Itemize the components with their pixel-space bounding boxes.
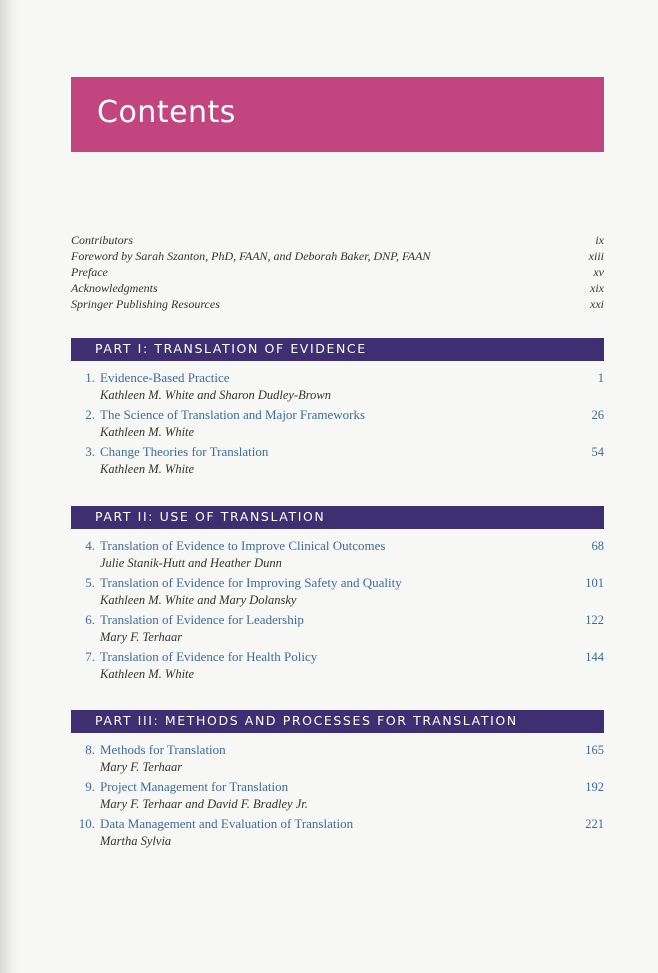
chapter-title-link[interactable]: Translation of Evidence for Leadership: [100, 612, 304, 627]
chapter-title-link[interactable]: The Science of Translation and Major Frameworks: [100, 407, 366, 422]
front-matter-page: ix: [595, 233, 604, 247]
front-matter-label: Foreword by Sarah Szanton, PhD, FAAN, and Deborah Baker, DNP, FAAN: [71, 249, 431, 263]
chapter-page: 221: [585, 817, 604, 831]
chapter-number: 3.: [85, 444, 95, 459]
chapter-authors: Kathleen M. White and Sharon Dudley-Brown: [100, 388, 331, 402]
chapter-page: 144: [585, 650, 604, 664]
chapter-authors: Martha Sylvia: [100, 834, 172, 848]
contents-title-banner: [71, 77, 604, 152]
front-matter-page: xv: [593, 265, 604, 279]
front-matter-label: Preface: [71, 265, 108, 279]
front-matter-page: xix: [590, 281, 604, 295]
part-3-title: PART III: METHODS AND PROCESSES FOR TRANSLATION: [95, 713, 518, 728]
front-matter-item[interactable]: [71, 248, 604, 264]
chapter-page: 165: [585, 743, 604, 757]
part-1-chapters: [71, 369, 604, 480]
part-2-header: [71, 506, 604, 529]
chapter-number: 7.: [85, 649, 95, 664]
chapter-title-link[interactable]: Change Theories for Translation: [100, 444, 269, 459]
chapter-authors: Kathleen M. White: [100, 462, 195, 476]
chapter-authors: Mary F. Terhaar: [100, 630, 183, 644]
front-matter-page: xxi: [590, 297, 604, 311]
front-matter-item[interactable]: [71, 280, 604, 296]
chapter-number: 1.: [85, 370, 95, 385]
chapter-number: 4.: [85, 538, 95, 553]
chapter-title-link[interactable]: Translation of Evidence for Improving Safety and Quality: [100, 575, 402, 590]
chapter-number: 8.: [85, 742, 95, 757]
chapter-9[interactable]: [71, 778, 604, 815]
chapter-authors: Julie Stanik-Hutt and Heather Dunn: [100, 556, 282, 570]
chapter-title-link[interactable]: Project Management for Translation: [100, 779, 289, 794]
chapter-8[interactable]: [71, 741, 604, 778]
chapter-6[interactable]: [71, 611, 604, 648]
chapter-title-link[interactable]: Data Management and Evaluation of Translation: [100, 816, 354, 831]
chapter-title-link[interactable]: Methods for Translation: [100, 742, 226, 757]
chapter-number: 6.: [85, 612, 95, 627]
chapter-number: 2.: [85, 407, 95, 422]
front-matter-item[interactable]: [71, 296, 604, 312]
front-matter-item[interactable]: [71, 232, 604, 248]
chapter-page: 122: [585, 613, 604, 627]
chapter-page: 26: [591, 408, 604, 422]
chapter-page: 68: [591, 539, 604, 553]
chapter-authors: Kathleen M. White: [100, 667, 195, 681]
chapter-4[interactable]: [71, 537, 604, 574]
chapter-authors: Mary F. Terhaar: [100, 760, 183, 774]
chapter-3[interactable]: [71, 443, 604, 480]
part-2-chapters: [71, 537, 604, 685]
part-1-title: PART I: TRANSLATION OF EVIDENCE: [95, 341, 367, 356]
chapter-5[interactable]: [71, 574, 604, 611]
page-title: Contents: [97, 95, 236, 130]
chapter-authors: Mary F. Terhaar and David F. Bradley Jr.: [100, 797, 308, 811]
chapter-number: 5.: [85, 575, 95, 590]
chapter-page: 192: [585, 780, 604, 794]
part-1-header: [71, 338, 604, 361]
part-3-header: [71, 710, 604, 733]
chapter-page: 101: [585, 576, 604, 590]
chapter-10[interactable]: [71, 815, 604, 852]
chapter-page: 54: [591, 445, 604, 459]
chapter-number: 10.: [78, 816, 95, 831]
part-2-title: PART II: USE OF TRANSLATION: [95, 509, 326, 524]
chapter-title-link[interactable]: Translation of Evidence to Improve Clinical Outcomes: [100, 538, 386, 553]
page-edge-shadow: [0, 0, 22, 973]
front-matter-label: Acknowledgments: [71, 281, 158, 295]
front-matter-list: [71, 232, 604, 312]
front-matter-page: xiii: [588, 249, 604, 263]
front-matter-item[interactable]: [71, 264, 604, 280]
chapter-page: 1: [597, 371, 604, 385]
chapter-2[interactable]: [71, 406, 604, 443]
part-3-chapters: [71, 741, 604, 852]
chapter-number: 9.: [85, 779, 95, 794]
front-matter-label: Contributors: [71, 233, 134, 247]
chapter-authors: Kathleen M. White and Mary Dolansky: [100, 593, 297, 607]
front-matter-label: Springer Publishing Resources: [71, 297, 220, 311]
chapter-7[interactable]: [71, 648, 604, 685]
chapter-title-link[interactable]: Translation of Evidence for Health Policy: [100, 649, 318, 664]
chapter-title-link[interactable]: Evidence-Based Practice: [100, 370, 230, 385]
chapter-1[interactable]: [71, 369, 604, 406]
chapter-authors: Kathleen M. White: [100, 425, 195, 439]
